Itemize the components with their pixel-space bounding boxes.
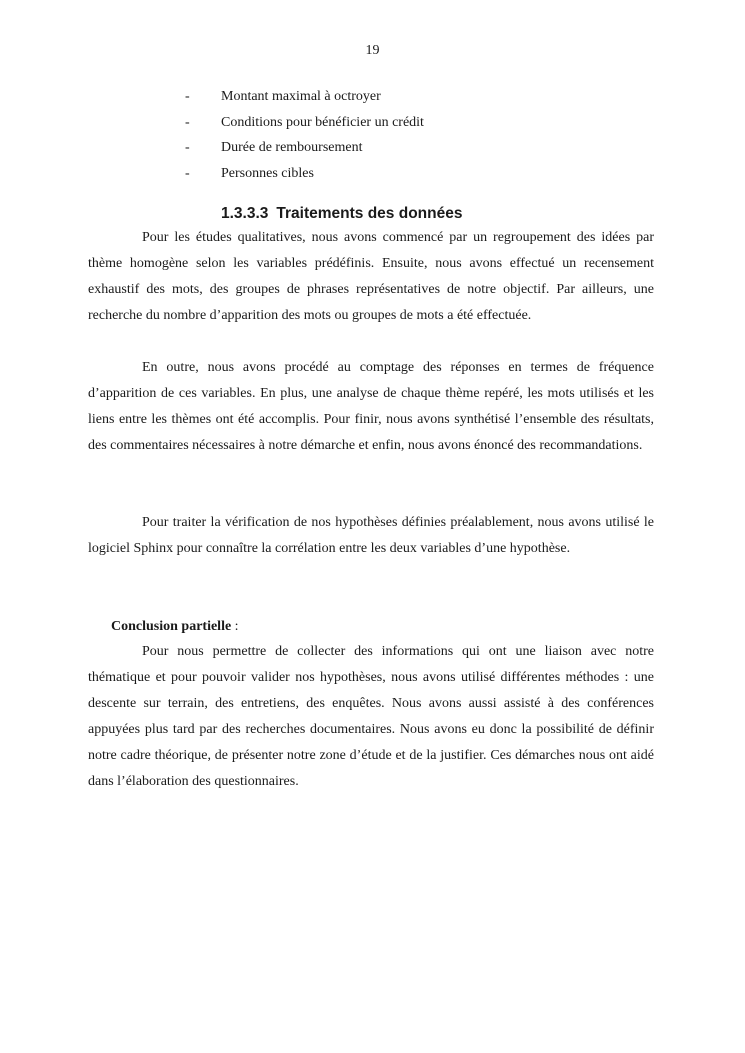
list-item — [0, 164, 745, 190]
section-number: 1.3.3.3 — [221, 205, 269, 222]
list-item — [0, 138, 745, 164]
list-item-text: Conditions pour bénéficier un crédit — [221, 114, 424, 130]
bullet-dash: - — [185, 140, 190, 155]
section-heading — [221, 205, 462, 223]
conclusion-heading — [111, 614, 239, 640]
conclusion-heading-colon: : — [231, 619, 239, 634]
bullet-dash: - — [185, 89, 190, 104]
conclusion-heading-label: Conclusion partielle — [111, 619, 232, 634]
criteria-list — [0, 87, 745, 189]
paragraph-hypothesis-verification: Pour traiter la vérification de nos hypothèses définies préalablement, nous avons utilisé le logiciel Sphinx pour connaître la corrélation entre les deux variables d’une hypothèse. — [88, 515, 654, 556]
page-number: 19 — [365, 43, 380, 58]
bullet-dash: - — [185, 114, 190, 130]
list-item-text: Durée de remboursement — [221, 140, 363, 155]
section-title: Traitements des données — [276, 205, 463, 222]
paragraph-qualitative-studies: Pour les études qualitatives, nous avons commencé par un regroupement des idées par thème homogène selon les variables prédéfinis. Ensuite, nous avons effectué un recensement exhaustif des mots, des groupes de phrases représentatives de notre objectif. Par ailleurs, une recherche du nombre d’apparition des mots ou groupes de mots a été effectuée. — [88, 230, 654, 323]
paragraph-conclusion: Pour nous permettre de collecter des informations qui ont une liaison avec notre thématique et pour pouvoir valider nos hypothèses, nous avons utilisé différentes méthodes : une descente sur terrain, des entretiens, des enquêtes. Nous avons aussi assisté à des conférences appuyées plus tard par des recherches documentaires. Nous avons eu donc la possibilité de définir notre cadre théorique, de présenter notre zone d’étude et de la justifier. Ces démarches nous ont aidé dans l’élaboration des questionnaires. — [88, 644, 654, 789]
list-item-text: Montant maximal à octroyer — [221, 89, 381, 104]
list-item-text: Personnes cibles — [221, 165, 314, 181]
paragraph-frequency-analysis: En outre, nous avons procédé au comptage des réponses en termes de fréquence d’apparition de ces variables. En plus, une analyse de chaque thème repéré, les mots utilisés et les liens entre les thèmes ont été accomplis. Pour finir, nous avons synthétisé l’ensemble des résultats, des commentaires nécessaires à notre démarche et enfin, nous avons énoncé des recommandations. — [88, 360, 654, 453]
list-item — [0, 87, 745, 113]
bullet-dash: - — [185, 165, 190, 181]
list-item — [0, 113, 745, 139]
